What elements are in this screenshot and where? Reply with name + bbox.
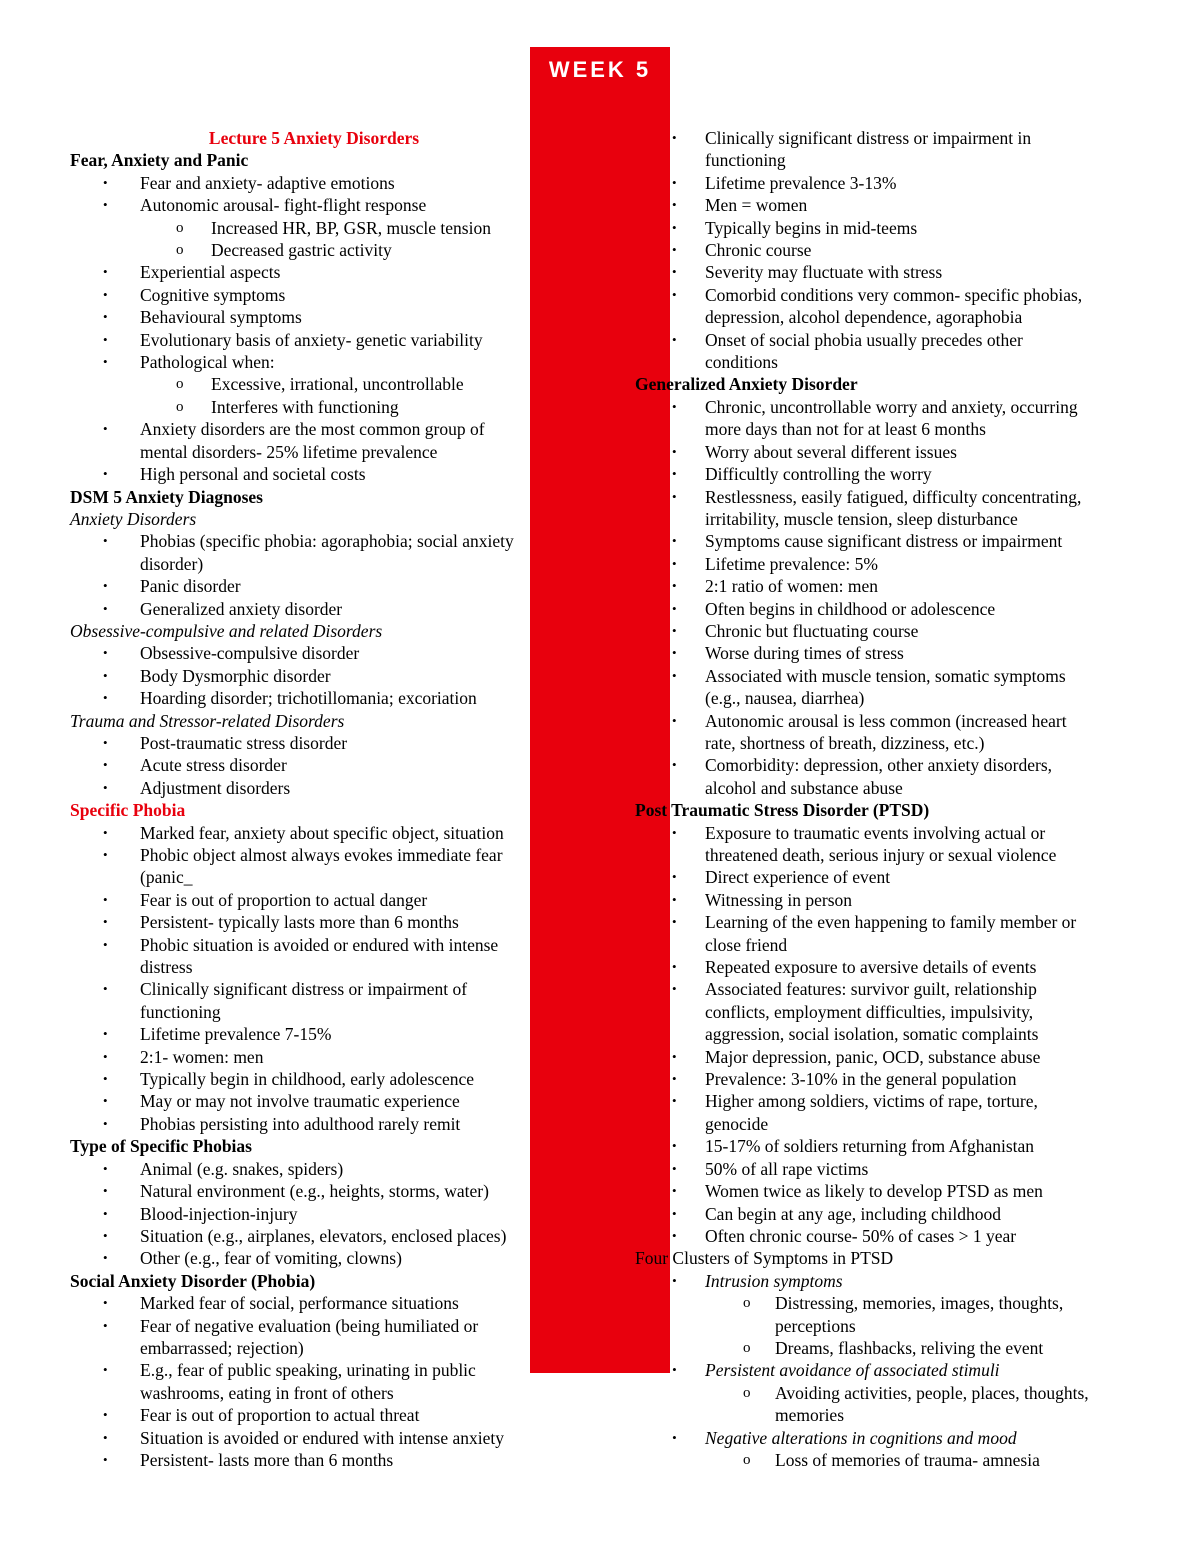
bullet-item: • E.g., fear of public speaking, urinating in public: [70, 1359, 558, 1381]
bullet-item: • Witnessing in person: [635, 889, 1135, 911]
bullet-item: • Men = women: [635, 194, 1135, 216]
bullet-item: • Clinically significant distress or impairment in: [635, 127, 1135, 149]
section-heading: Generalized Anxiety Disorder: [635, 374, 858, 395]
bullet-item: • Body Dysmorphic disorder: [70, 665, 558, 687]
right-column: [635, 127, 1135, 1471]
bullet-item: • 2:1- women: men: [70, 1046, 558, 1068]
bullet-item: • Comorbid conditions very common- specific phobias,: [635, 284, 1135, 306]
bullet-continuation: washrooms, eating in front of others: [140, 1382, 394, 1403]
sub-bullet-continuation: memories: [775, 1405, 845, 1426]
subsection-heading: Trauma and Stressor-related Disorders: [70, 710, 345, 731]
bullet-item: • Marked fear, anxiety about specific object, situation: [70, 822, 558, 844]
bullet-continuation: close friend: [705, 934, 788, 955]
sub-bullet-item: o Loss of memories of trauma- amnesia: [635, 1449, 1135, 1471]
bullet-item: • Chronic, uncontrollable worry and anxiety, occurring: [635, 396, 1135, 418]
bullet-continuation: irritability, muscle tension, sleep disturbance: [705, 508, 1018, 529]
bullet-item: • Persistent- lasts more than 6 months: [70, 1449, 558, 1471]
bullet-item: • Often chronic course- 50% of cases > 1 year: [635, 1225, 1135, 1247]
bullet-continuation: genocide: [705, 1113, 769, 1134]
bullet-item: • Worry about several different issues: [635, 441, 1135, 463]
bullet-item: • 50% of all rape victims: [635, 1158, 1135, 1180]
sub-bullet-item: o Avoiding activities, people, places, thoughts,: [635, 1382, 1135, 1404]
bullet-item: • Prevalence: 3-10% in the general population: [635, 1068, 1135, 1090]
bullet-item: • Lifetime prevalence 3-13%: [635, 172, 1135, 194]
bullet-continuation: distress: [140, 957, 193, 978]
week-label: WEEK 5: [548, 57, 652, 82]
bullet-item: • Animal (e.g. snakes, spiders): [70, 1158, 558, 1180]
bullet-item: • Lifetime prevalence: 5%: [635, 553, 1135, 575]
bullet-item: • Exposure to traumatic events involving actual or: [635, 822, 1135, 844]
bullet-continuation: depression, alcohol dependence, agoraphobia: [705, 307, 1023, 328]
bullet-item: • 15-17% of soldiers returning from Afghanistan: [635, 1135, 1135, 1157]
bullet-item: • Onset of social phobia usually precedes other: [635, 329, 1135, 351]
bullet-item: • Associated with muscle tension, somatic symptoms: [635, 665, 1135, 687]
bullet-continuation: alcohol and substance abuse: [705, 777, 903, 798]
section-heading: Social Anxiety Disorder (Phobia): [70, 1270, 316, 1291]
bullet-item: • Other (e.g., fear of vomiting, clowns): [70, 1247, 558, 1269]
bullet-continuation: conditions: [705, 352, 778, 373]
bullet-item: • Generalized anxiety disorder: [70, 598, 558, 620]
sub-bullet-item: o Interferes with functioning: [70, 396, 558, 418]
bullet-item: • Typically begins in mid-teems: [635, 217, 1135, 239]
sub-bullet-item: o Excessive, irrational, uncontrollable: [70, 373, 558, 395]
section-heading: Specific Phobia: [70, 800, 186, 821]
bullet-item: • Persistent- typically lasts more than 6 months: [70, 911, 558, 933]
bullet-item: • Fear is out of proportion to actual threat: [70, 1404, 558, 1426]
bullet-item: • Can begin at any age, including childhood: [635, 1203, 1135, 1225]
bullet-item: • Cognitive symptoms: [70, 284, 558, 306]
bullet-item: • Women twice as likely to develop PTSD as men: [635, 1180, 1135, 1202]
bullet-item: • Marked fear of social, performance situations: [70, 1292, 558, 1314]
bullet-item: • Experiential aspects: [70, 261, 558, 283]
bullet-item: • Phobic situation is avoided or endured with intense: [70, 934, 558, 956]
section-heading: DSM 5 Anxiety Diagnoses: [70, 486, 263, 507]
bullet-item: • Autonomic arousal- fight-flight response: [70, 194, 558, 216]
bullet-item: • Worse during times of stress: [635, 642, 1135, 664]
bullet-item: • Phobic object almost always evokes immediate fear: [70, 844, 558, 866]
bullet-item: • Adjustment disorders: [70, 777, 558, 799]
sub-bullet-continuation: perceptions: [775, 1315, 856, 1336]
bullet-item: • Negative alterations in cognitions and mood: [635, 1427, 1135, 1449]
bullet-item: • Acute stress disorder: [70, 754, 558, 776]
subsection-heading: Anxiety Disorders: [70, 508, 197, 529]
bullet-item: • Symptoms cause significant distress or impairment: [635, 530, 1135, 552]
bullet-item: • Difficultly controlling the worry: [635, 463, 1135, 485]
bullet-item: • 2:1 ratio of women: men: [635, 575, 1135, 597]
sub-bullet-item: o Increased HR, BP, GSR, muscle tension: [70, 217, 558, 239]
bullet-item: • Post-traumatic stress disorder: [70, 732, 558, 754]
section-heading: Post Traumatic Stress Disorder (PTSD): [635, 800, 930, 821]
bullet-item: • Lifetime prevalence 7-15%: [70, 1023, 558, 1045]
sub-bullet-item: o Decreased gastric activity: [70, 239, 558, 261]
text-line: Four Clusters of Symptoms in PTSD: [635, 1248, 894, 1269]
bullet-item: • Clinically significant distress or impairment of: [70, 978, 558, 1000]
subsection-heading: Obsessive-compulsive and related Disorders: [70, 620, 383, 641]
bullet-item: • Repeated exposure to aversive details of events: [635, 956, 1135, 978]
bullet-item: • Chronic course: [635, 239, 1135, 261]
bullet-continuation: mental disorders- 25% lifetime prevalence: [140, 441, 438, 462]
bullet-item: • Often begins in childhood or adolescence: [635, 598, 1135, 620]
bullet-continuation: rate, shortness of breath, dizziness, etc.): [705, 732, 985, 753]
bullet-continuation: aggression, social isolation, somatic complaints: [705, 1024, 1039, 1045]
bullet-item: • Evolutionary basis of anxiety- genetic variability: [70, 329, 558, 351]
bullet-item: • Obsessive-compulsive disorder: [70, 642, 558, 664]
bullet-continuation: threatened death, serious injury or sexual violence: [705, 845, 1057, 865]
bullet-item: • Restlessness, easily fatigued, difficulty concentrating,: [635, 486, 1135, 508]
sub-bullet-item: o Dreams, flashbacks, reliving the event: [635, 1337, 1135, 1359]
bullet-item: • Severity may fluctuate with stress: [635, 261, 1135, 283]
bullet-item: • Panic disorder: [70, 575, 558, 597]
bullet-item: • Associated features: survivor guilt, relationship: [635, 978, 1135, 1000]
bullet-item: • Fear is out of proportion to actual danger: [70, 889, 558, 911]
bullet-continuation: (panic_: [140, 867, 193, 888]
bullet-item: • Major depression, panic, OCD, substance abuse: [635, 1046, 1135, 1068]
bullet-continuation: disorder): [140, 553, 204, 574]
bullet-continuation: more days than not for at least 6 months: [705, 419, 986, 440]
bullet-item: • Learning of the even happening to family member or: [635, 911, 1135, 933]
bullet-item: • Comorbidity: depression, other anxiety disorders,: [635, 754, 1135, 776]
bullet-item: • Fear of negative evaluation (being humiliated or: [70, 1315, 558, 1337]
left-column: [70, 127, 558, 1471]
bullet-item: • Anxiety disorders are the most common group of: [70, 418, 558, 440]
bullet-item: • Phobias persisting into adulthood rarely remit: [70, 1113, 558, 1135]
bullet-item: • Situation is avoided or endured with intense anxiety: [70, 1427, 558, 1449]
bullet-item: • Direct experience of event: [635, 866, 1135, 888]
section-heading: Fear, Anxiety and Panic: [70, 150, 249, 171]
bullet-item: • Behavioural symptoms: [70, 306, 558, 328]
bullet-continuation: functioning: [140, 1001, 221, 1022]
bullet-item: • Typically begin in childhood, early adolescence: [70, 1068, 558, 1090]
bullet-item: • Pathological when:: [70, 351, 558, 373]
lecture-title: Lecture 5 Anxiety Disorders: [208, 128, 420, 148]
bullet-item: • May or may not involve traumatic experience: [70, 1090, 558, 1112]
bullet-item: • Autonomic arousal is less common (increased heart: [635, 710, 1135, 732]
bullet-item: • Intrusion symptoms: [635, 1270, 1135, 1292]
bullet-item: • Blood-injection-injury: [70, 1203, 558, 1225]
bullet-continuation: functioning: [705, 150, 786, 171]
sub-bullet-item: o Distressing, memories, images, thoughts,: [635, 1292, 1135, 1314]
bullet-item: • Natural environment (e.g., heights, storms, water): [70, 1180, 558, 1202]
bullet-item: • Fear and anxiety- adaptive emotions: [70, 172, 558, 194]
bullet-item: • Situation (e.g., airplanes, elevators, enclosed places): [70, 1225, 558, 1247]
bullet-continuation: embarrassed; rejection): [140, 1337, 304, 1358]
bullet-item: • Higher among soldiers, victims of rape, torture,: [635, 1090, 1135, 1112]
section-heading: Type of Specific Phobias: [70, 1136, 252, 1157]
bullet-item: • Persistent avoidance of associated stimuli: [635, 1359, 1135, 1381]
bullet-item: • Chronic but fluctuating course: [635, 620, 1135, 642]
bullet-item: • Hoarding disorder; trichotillomania; excoriation: [70, 687, 558, 709]
bullet-continuation: (e.g., nausea, diarrhea): [705, 688, 865, 709]
bullet-item: • Phobias (specific phobia: agoraphobia; social anxiety: [70, 530, 558, 552]
bullet-continuation: conflicts, employment difficulties, impulsivity,: [705, 1001, 1034, 1022]
bullet-item: • High personal and societal costs: [70, 463, 558, 485]
